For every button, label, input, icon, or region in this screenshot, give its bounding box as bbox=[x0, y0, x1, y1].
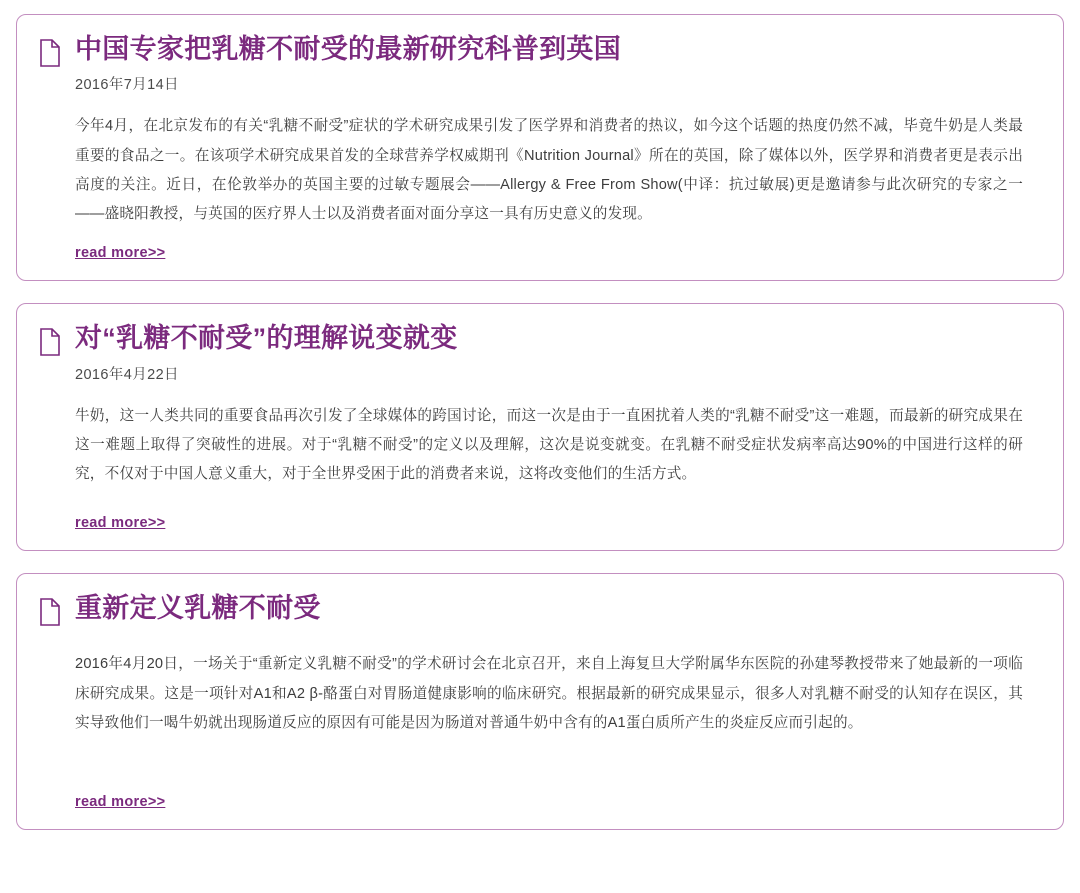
article-body: 2016年4月20日，一场关于“重新定义乳糖不耐受”的学术研讨会在北京召开，来自上海复旦大学附属华东医院的孙建琴教授带来了她最新的一项临床研究成果。这是一项针对A1和A2 β-酪蛋白对胃肠道健康影响的临床研究。根据最新的研究成果显示，很多人对乳糖不耐受的认知存在误区，其实导致他们一喝牛奶就出现肠道反应的原因有可能是因为肠道对普通牛奶中含有的A1蛋白质所产生的炎症反应而引起的。 bbox=[75, 656, 1023, 731]
article-body: 今年4月，在北京发布的有关“乳糖不耐受”症状的学术研究成果引发了医学界和消费者的热议，如今这个话题的热度仍然不减，毕竟牛奶是人类最重要的食品之一。在该项学术研究成果首发的全球营养学权威期刊《Nutrition Journal》所在的英国，除了媒体以外，医学界和消费者更是表示出高度的关注。近日，在伦敦举办的英国主要的过敏专题展会——Allergy & Free From Show(中译：抗过敏展)更是邀请参与此次研究的专家之一——盛晓阳教授，与英国的医疗界人士以及消费者面对面分享这一具有历史意义的发现。 bbox=[75, 118, 1023, 222]
read-more-link[interactable]: read more>> bbox=[75, 515, 166, 532]
article-header bbox=[39, 322, 1023, 383]
document-icon bbox=[39, 328, 61, 356]
read-more-link[interactable]: read more>> bbox=[75, 245, 166, 262]
article-title[interactable]: 中国专家把乳糖不耐受的最新研究科普到英国 bbox=[75, 34, 621, 64]
article-title[interactable]: 重新定义乳糖不耐受 bbox=[75, 593, 321, 624]
article-heading-group bbox=[75, 322, 1023, 383]
article-heading-group bbox=[75, 33, 1023, 94]
article-card bbox=[16, 303, 1064, 551]
article-title[interactable]: 对“乳糖不耐受”的理解说变就变 bbox=[75, 323, 458, 354]
article-header bbox=[39, 33, 1023, 94]
article-date: 2016年7月14日 bbox=[75, 77, 179, 94]
document-icon bbox=[39, 598, 61, 626]
article-date: 2016年4月22日 bbox=[75, 366, 179, 383]
article-body: 牛奶，这一人类共同的重要食品再次引发了全球媒体的跨国讨论，而这一次是由于一直困扰着人类的“乳糖不耐受”这一难题，而最新的研究成果在这一难题上取得了突破性的进展。对于“乳糖不耐受”的定义以及理解，这次是说变就变。在乳糖不耐受症状发病率高达90%的中国进行这样的研究，不仅对于中国人意义重大，对于全世界受困于此的消费者来说，这将改变他们的生活方式。 bbox=[75, 407, 1023, 482]
article-header bbox=[39, 592, 1023, 632]
article-card bbox=[16, 14, 1064, 281]
read-more-link[interactable]: read more>> bbox=[75, 794, 166, 811]
article-heading-group bbox=[75, 592, 1023, 632]
article-card bbox=[16, 573, 1064, 830]
document-icon bbox=[39, 39, 61, 67]
